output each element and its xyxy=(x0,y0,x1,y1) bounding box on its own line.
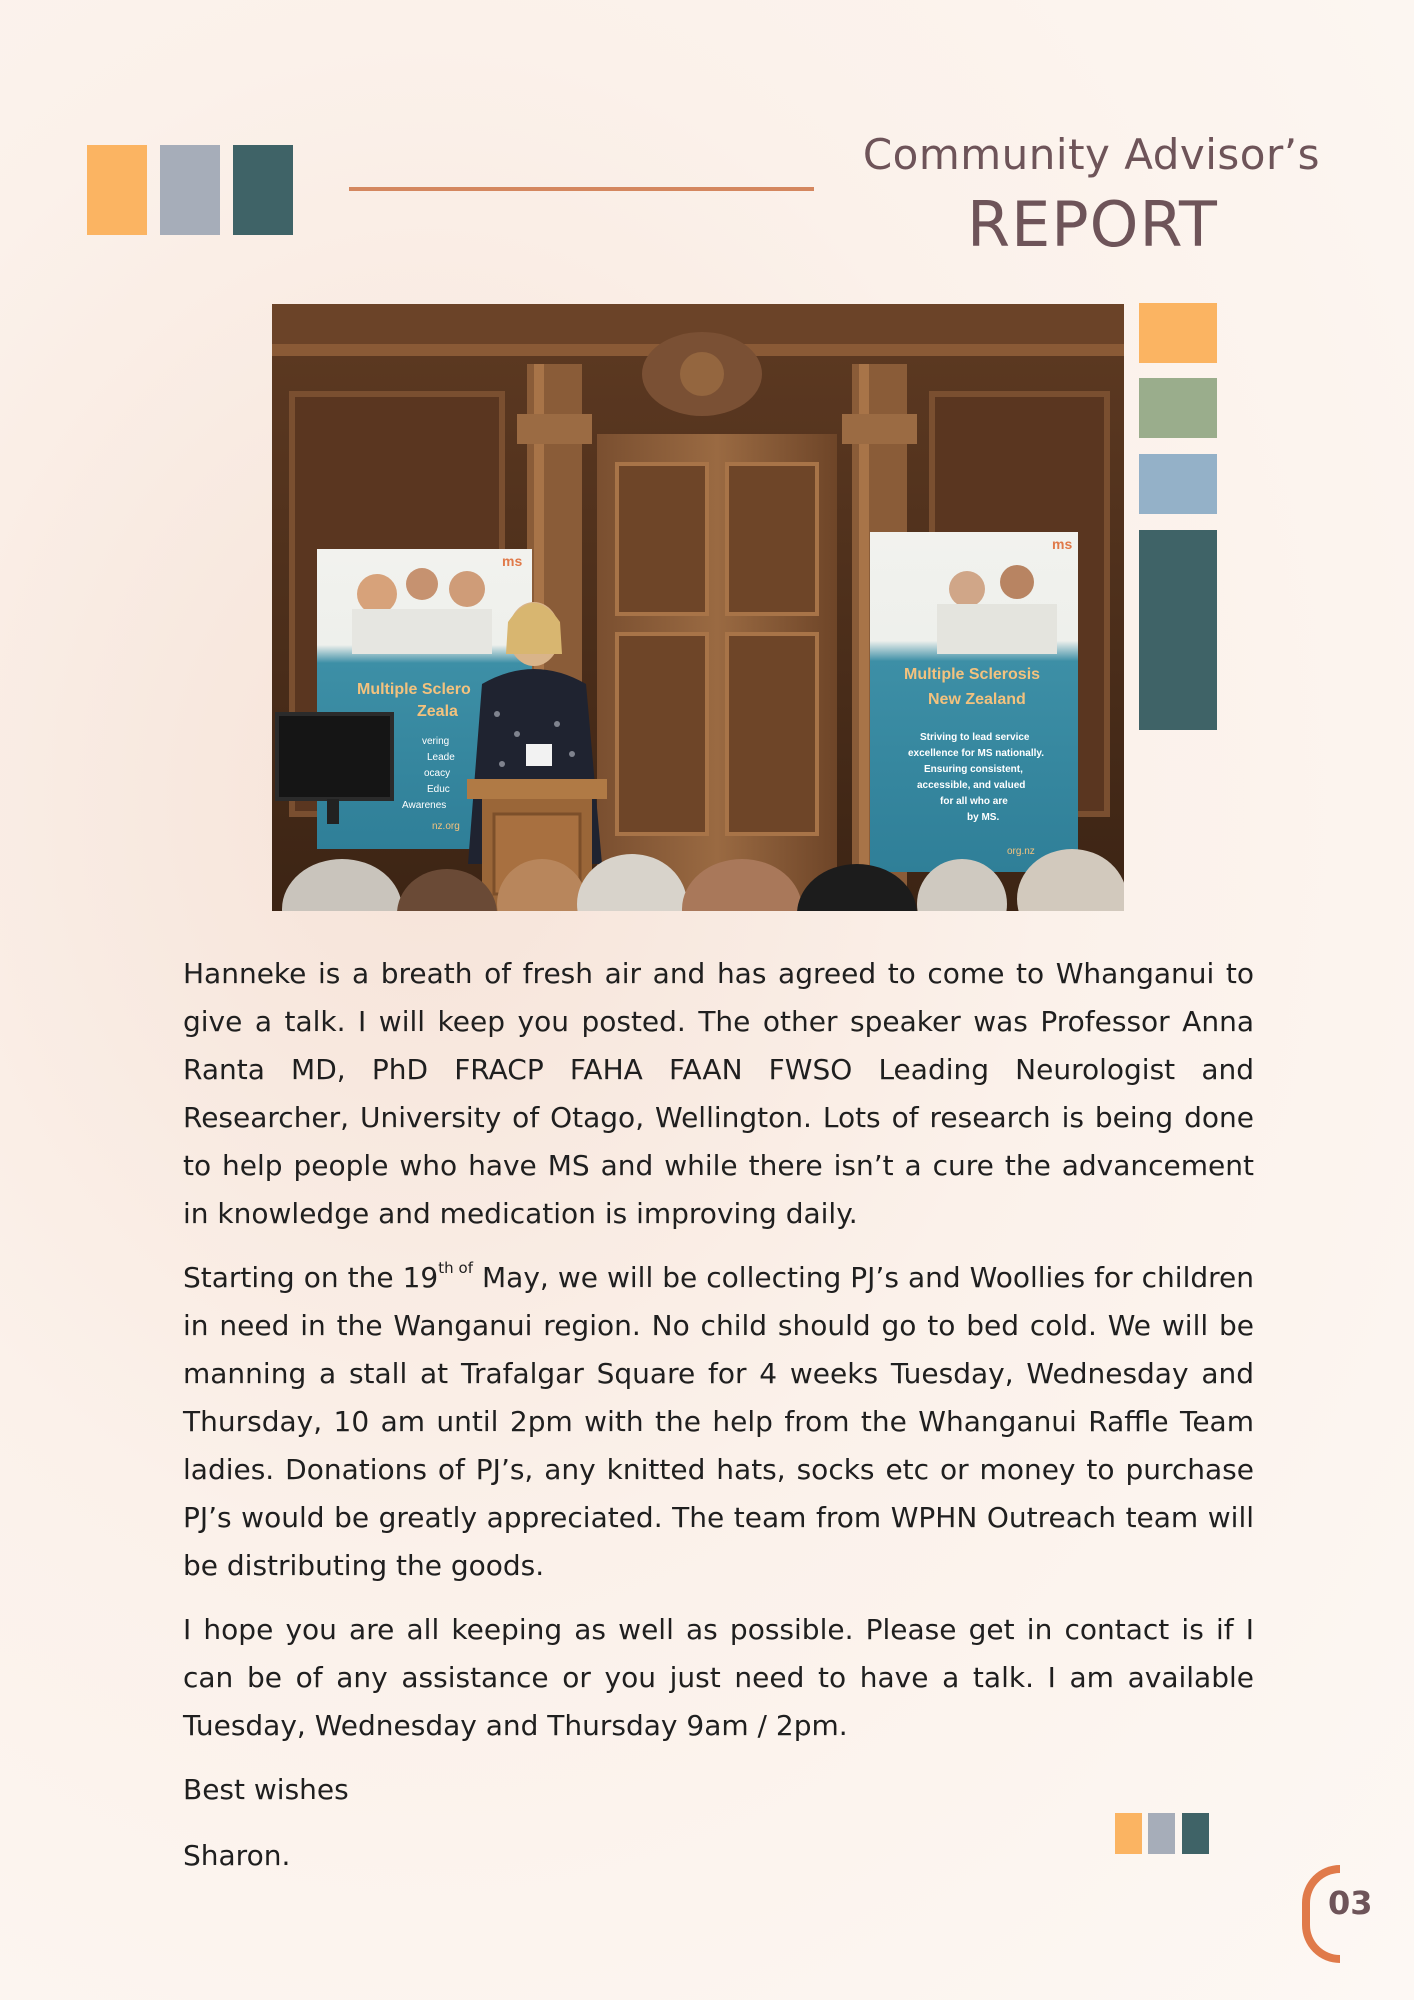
pj-drive-start: Starting on the 19 xyxy=(183,1261,439,1294)
left-banner-logo: ms xyxy=(502,553,523,569)
page-number: 03 xyxy=(1328,1884,1373,1922)
paragraph-contact: I hope you are all keeping as well as possible. Please get in contact is if I can be of any assistance or you just need to have a talk. I am available Tuesday, Wednesday and Thursday 9am / 2pm. xyxy=(183,1613,1254,1742)
footer-square-grey xyxy=(1148,1813,1175,1854)
right-banner-line: for all who are xyxy=(940,796,1008,807)
article-body xyxy=(183,950,1254,1898)
header-square-orange xyxy=(87,145,147,235)
right-banner-heading: Multiple Sclerosis xyxy=(904,666,1041,683)
signature: Sharon. xyxy=(183,1839,291,1872)
right-banner-line: by MS. xyxy=(967,812,1000,823)
left-banner-line: nz.org xyxy=(432,821,460,832)
right-banner-line: excellence for MS nationally. xyxy=(908,748,1044,759)
header-rule xyxy=(349,187,814,191)
header-square-grey xyxy=(160,145,220,235)
left-banner-line: Leade xyxy=(427,752,455,763)
left-banner-line: Educ xyxy=(427,784,450,795)
right-banner-logo: ms xyxy=(1052,536,1073,552)
pj-drive-text: May, we will be collecting PJ’s and Woollies for children in need in the Wanganui region. No child should go to bed cold. We will be manning a stall at Trafalgar Square for 4 weeks Tuesday, Wednesday and Thursday, 10 am until 2pm with the help from the Whanganui Raffle Team ladies. Donations of PJ’s, any knitted hats, socks etc or money to purchase PJ’s would be greatly appreciated. The team from WPHN Outreach team will be distributing the goods. xyxy=(183,1261,1255,1582)
right-banner-line: org.nz xyxy=(1007,846,1035,857)
footer-square-teal xyxy=(1182,1813,1209,1854)
right-banner-heading2: New Zealand xyxy=(928,691,1026,708)
side-square-orange xyxy=(1139,303,1217,363)
side-square-blue xyxy=(1139,454,1217,514)
right-banner-line: accessible, and valued xyxy=(917,780,1026,791)
paragraph-speakers: Hanneke is a breath of fresh air and has agreed to come to Whanganui to give a talk. I will keep you posted. The other speaker was Professor Anna Ranta MD, PhD FRACP FAHA FAAN FWSO Leading Neurologist and Researcher, University of Otago, Wellington. Lots of research is being done to help people who have MS and while there isn’t a cure the advancement in knowledge and medication is improving daily. xyxy=(183,957,1254,1230)
left-banner-heading2: Zeala xyxy=(417,703,458,720)
header-title-line1: Community Advisor’s xyxy=(862,130,1320,179)
date-superscript: th of xyxy=(438,1259,473,1277)
header-square-teal xyxy=(233,145,293,235)
closing: Best wishes xyxy=(183,1773,349,1806)
left-banner-heading: Multiple Sclero xyxy=(357,681,471,698)
event-photo xyxy=(272,304,1124,911)
left-banner-line: Awarenes xyxy=(402,800,447,811)
left-banner-line: vering xyxy=(422,736,450,747)
paragraph-pj-drive xyxy=(183,1254,1254,1590)
footer-square-orange xyxy=(1115,1813,1142,1854)
left-banner-line: ocacy xyxy=(424,768,451,779)
header-title-report: REPORT xyxy=(967,188,1218,261)
side-square-green xyxy=(1139,378,1217,438)
side-square-teal xyxy=(1139,530,1217,730)
right-banner-line: Ensuring consistent, xyxy=(924,764,1023,775)
right-banner-line: Striving to lead service xyxy=(920,732,1030,743)
